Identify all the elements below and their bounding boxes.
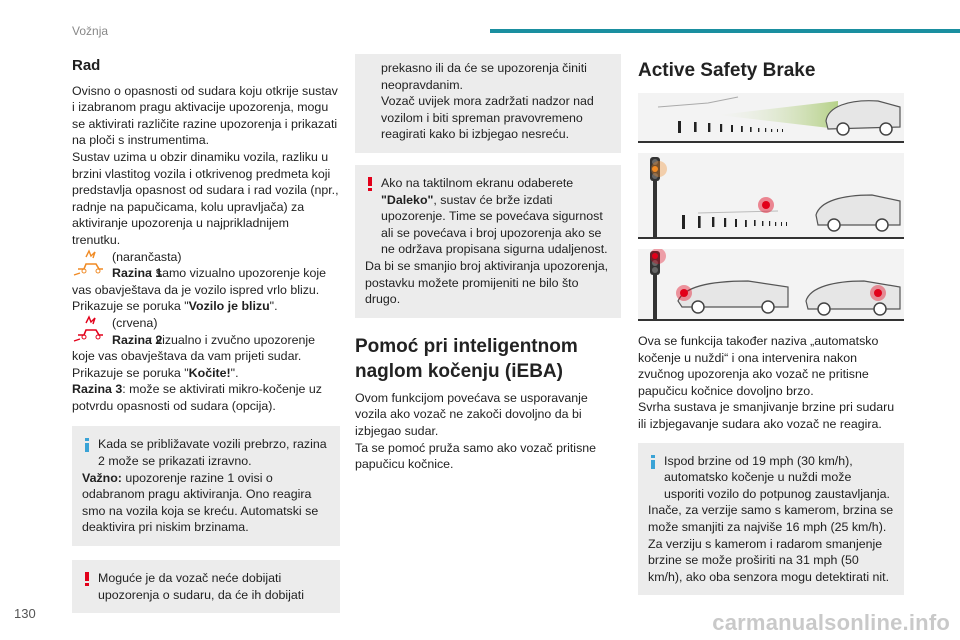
warning-note-continued	[355, 54, 621, 153]
msg-suffix: ".	[230, 365, 239, 380]
watermark: carmanualsonline.info	[712, 610, 950, 635]
section-heading-rad: Rad	[72, 57, 101, 74]
column-3	[638, 54, 904, 595]
msg-prefix: Prikazuje se poruka "	[72, 365, 189, 380]
illustration-braking	[638, 249, 904, 321]
note-bold: "Daleko"	[381, 192, 434, 207]
note-text: upozorenje razine 1 ovisi o odabranom pragu aktiviranja. Ono reagira smo na vozila koja se kreću. Automatski se deaktivira pri niskim brzinama.	[82, 470, 319, 535]
note-text	[365, 175, 611, 258]
illustration-level-warning	[638, 153, 904, 239]
level-message	[72, 365, 340, 382]
note-text: Da bi se smanjio broj aktiviranja upozorenja, postavku možete promijeniti ne bilo što drugo.	[365, 258, 609, 307]
warning-icon	[82, 572, 92, 586]
note-text: prekasno ili da će se upozorenja činiti neopravdanim.	[381, 61, 587, 92]
paragraph: Ta se pomoć pruža samo ako vozač pritisne papučicu kočnice.	[355, 440, 597, 472]
note-bold: Važno:	[82, 470, 122, 485]
level-desc: : vizualno i zvučno upozorenje koje vas obavještava da vam prijeti sudar.	[72, 332, 315, 364]
msg-prefix: Prikazuje se poruka "	[72, 299, 189, 314]
section-heading-ieba: Pomoć pri inteligentnom naglom kočenju (iEBA)	[355, 335, 578, 382]
level-color: (crvena)	[112, 315, 158, 330]
paragraph: Sustav uzima u obzir dinamiku vozila, razliku u brzini vlastitog vozila i otkrivenog predmeta koji predstavlja opasnost od sudara i rad vozila (npr., radnje na papučicama, kolu upravljača) za aktiviranje upozorenja u najprikladnijem trenutku.	[72, 149, 339, 247]
msg-text: Kočite!	[188, 365, 231, 380]
note-text: Vozač uvijek mora zadržati nadzor nad vozilom i biti spreman pravovremeno reagirati kako bi izbjegao nesreću.	[381, 94, 594, 142]
paragraph: Ovom funkcijom povećava se usporavanje vozila ako vozač ne zakoči dovoljno da bi izbjegao sudar.	[355, 390, 588, 438]
level-2-block	[72, 315, 340, 348]
column-1	[72, 58, 340, 613]
page-number: 130	[14, 606, 36, 621]
level-1-block	[72, 249, 340, 282]
section-heading-asb: Active Safety Brake	[638, 60, 816, 81]
level-label: Razina 2	[112, 332, 163, 347]
collision-warning-red-icon	[72, 315, 106, 345]
warning-note	[355, 165, 621, 318]
note-text: Moguće je da vozač neće dobijati upozorenja o sudaru, da će ih dobijati	[98, 571, 304, 602]
level-3-text	[72, 381, 340, 414]
info-icon	[82, 438, 92, 452]
note-rest: , sustav će brže izdati upozorenje. Time se povećava sigurnost ali se povećava i broj upozorenja ako se ne održava propisana sigurna udaljenost.	[381, 192, 608, 257]
running-header: Vožnja	[72, 24, 109, 38]
level-label: Razina 3	[72, 382, 123, 397]
msg-text: Vozilo je blizu	[188, 299, 270, 314]
level-label: Razina 1	[112, 266, 163, 281]
header-accent-bar	[490, 29, 960, 33]
info-icon	[648, 455, 658, 469]
traffic-light-car-illustration	[638, 153, 904, 239]
column-2	[355, 54, 621, 473]
note-text: Inače, za verzije samo s kamerom, brzina se može smanjiti za najviše 16 mph (25 km/h).	[648, 503, 894, 534]
illustration-distance-warning	[638, 93, 904, 143]
note-text: Kada se približavate vozili prebrzo, razina 2 može se prikazati izravno.	[98, 437, 327, 469]
note-text: Ispod brzine od 19 mph (30 km/h), automatsko kočenje u nuždi može usporiti vozilo do potpunog zaustavljanja.	[664, 453, 890, 501]
msg-suffix: ".	[269, 299, 278, 314]
warning-note	[72, 560, 340, 613]
paragraph: Svrha sustava je smanjivanje brzine pri sudaru ili izbjegavanje sudara ako vozač ne reagira.	[638, 400, 895, 431]
level-message	[72, 298, 340, 315]
car-braking-illustration	[638, 249, 904, 321]
level-color: (narančasta)	[112, 249, 182, 264]
paragraph: Ova se funkcija također naziva „automatsko kočenje u nuždi“ i ona intervenira nakon zvučnog upozorenja ako vozač ne pritisne papučicu kočnice dovoljno brzo.	[638, 334, 879, 398]
note-prefix: Ako na taktilnom ekranu odaberete	[381, 175, 574, 190]
note-text: Za verziju s kamerom i radarom smanjenje brzine se može proširiti na 31 mph (50 km/h), ako oba senzora mogu detektirati nit.	[648, 536, 890, 584]
car-approaching-illustration	[638, 93, 904, 143]
level-desc: : samo vizualno upozorenje koje vas obavještava da je vozilo ispred vrlo blizu.	[72, 266, 327, 297]
info-note	[638, 443, 904, 596]
info-note	[72, 426, 340, 546]
warning-icon	[365, 177, 375, 191]
level-desc: : može se aktivirati mikro-kočenje uz potvrdu opasnosti od sudara (opcija).	[72, 382, 322, 413]
collision-warning-orange-icon	[72, 249, 106, 279]
paragraph: Ovisno o opasnosti od sudara koju otkrije sustav i izabranom pragu aktivacije upozorenja, mogu se aktivirati različite razine upozorenja i prikazati na ploči s instrumentima.	[72, 83, 338, 148]
